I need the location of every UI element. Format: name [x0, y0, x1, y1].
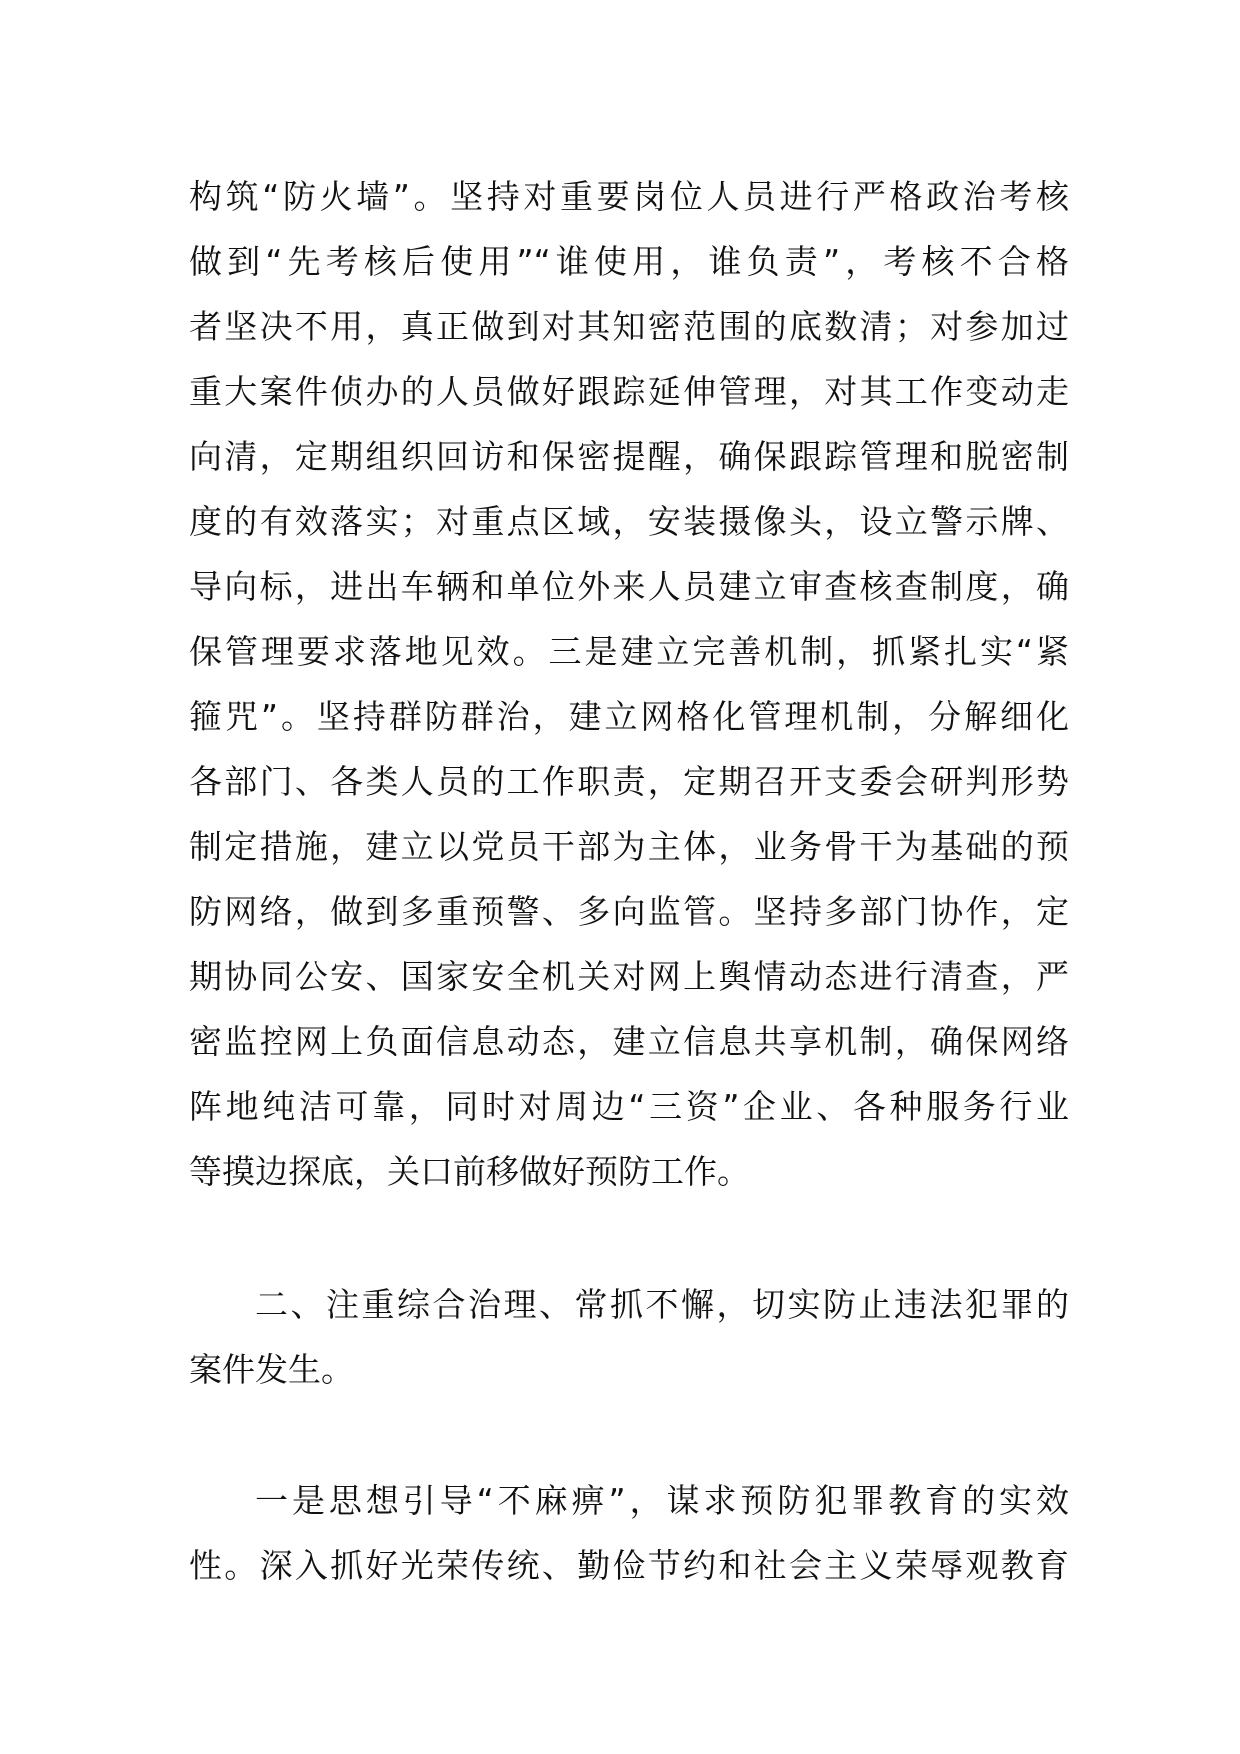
- text-line: 制定措施，建立以党员干部为主体，业务骨干为基础的预: [189, 827, 1069, 866]
- text-line: 度的有效落实；对重点区域，安装摄像头，设立警示牌、: [189, 502, 1069, 541]
- text-line: 密监控网上负面信息动态，建立信息共享机制，确保网络: [189, 1022, 1069, 1061]
- section-heading: [189, 1272, 1069, 1402]
- text-line: 二、注重综合治理、常抓不懈，切实防止违法犯罪的: [255, 1285, 1069, 1324]
- text-line: 箍咒”。坚持群防群治，建立网格化管理机制，分解细化: [189, 697, 1069, 736]
- text-line: 案件发生。: [189, 1350, 354, 1389]
- text-line: 向清，定期组织回访和保密提醒，确保跟踪管理和脱密制: [189, 437, 1069, 476]
- text-line: 防网络，做到多重预警、多向监管。坚持多部门协作，定: [189, 892, 1069, 931]
- text-line: 等摸边探底，关口前移做好预防工作。: [189, 1152, 750, 1191]
- text-line: 做到“先考核后使用”“谁使用，谁负责”，考核不合格: [189, 242, 1069, 281]
- text-line: 导向标，进出车辆和单位外来人员建立审查核查制度，确: [189, 567, 1069, 606]
- text-line: 期协同公安、国家安全机关对网上舆情动态进行清查，严: [189, 957, 1069, 996]
- paragraph-1: [189, 164, 1069, 1204]
- text-line: 阵地纯洁可靠，同时对周边“三资”企业、各种服务行业: [189, 1087, 1069, 1126]
- text-line: 重大案件侦办的人员做好跟踪延伸管理，对其工作变动走: [189, 372, 1069, 411]
- text-line: 各部门、各类人员的工作职责，定期召开支委会研判形势: [189, 762, 1069, 801]
- text-line: 性。深入抓好光荣传统、勤俭节约和社会主义荣辱观教育: [189, 1546, 1069, 1585]
- text-line: 保管理要求落地见效。三是建立完善机制，抓紧扎实“紧: [189, 632, 1069, 671]
- text-line: 构筑“防火墙”。坚持对重要岗位人员进行严格政治考核: [189, 177, 1069, 216]
- text-line: 一是思想引导“不麻痹”，谋求预防犯罪教育的实效: [255, 1481, 1069, 1520]
- text-line: 者坚决不用，真正做到对其知密范围的底数清；对参加过: [189, 307, 1069, 346]
- paragraph-3: [189, 1468, 1069, 1598]
